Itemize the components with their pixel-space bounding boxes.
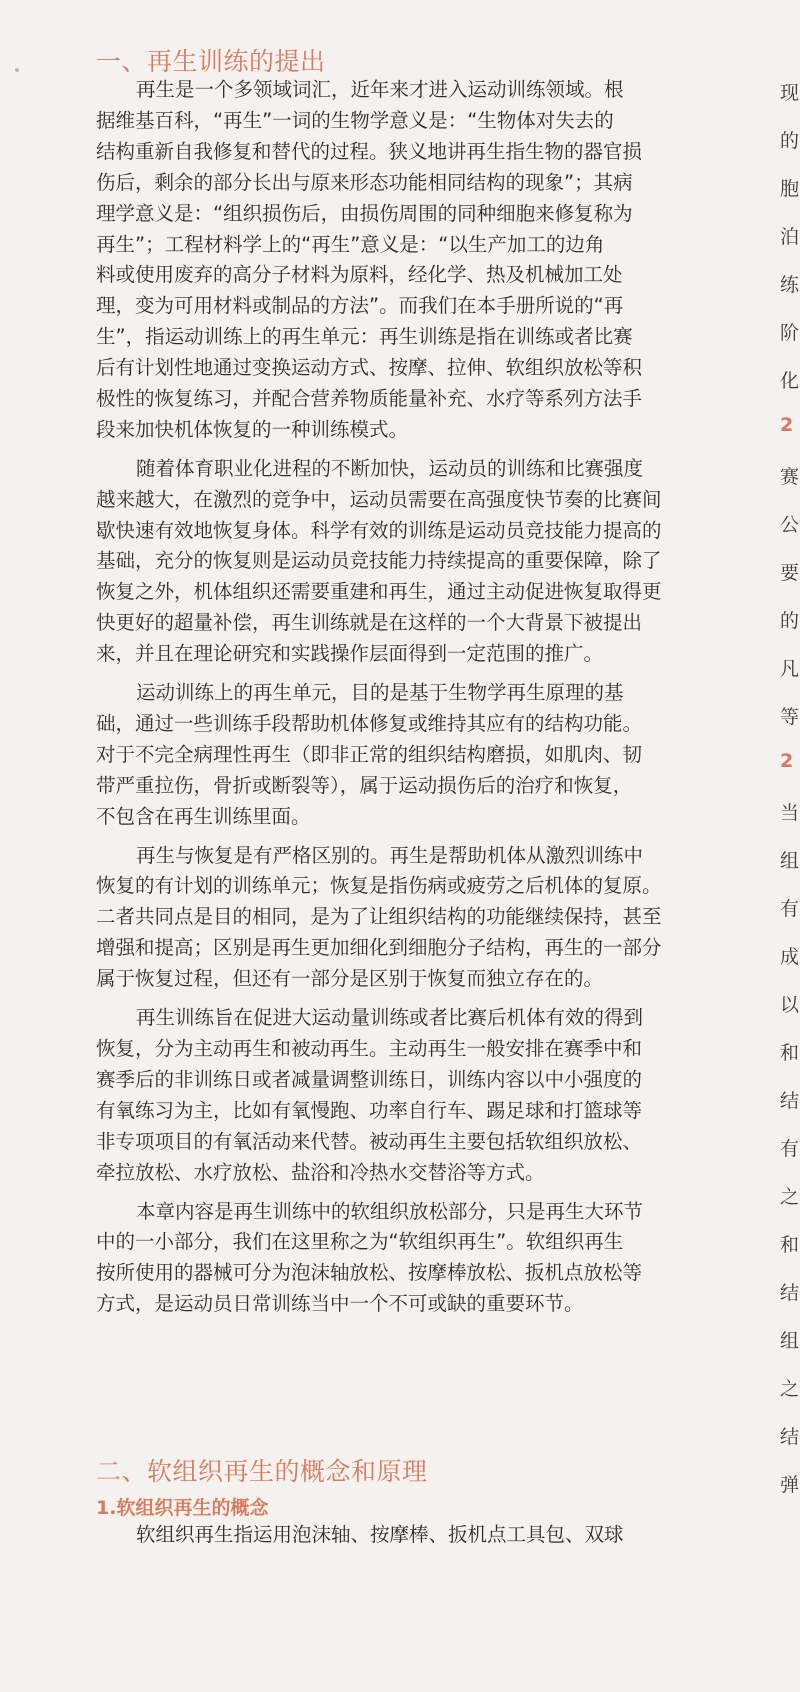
edge-glyph: 现 (780, 82, 800, 104)
section-2-heading: 二、软组织再生的概念和原理 (96, 1457, 428, 1486)
edge-glyph: 泊 (780, 226, 800, 248)
body-line: 结构重新自我修复和替代的过程。狭义地讲再生指生物的器官损 (96, 140, 643, 163)
edge-glyph: 有 (780, 898, 800, 920)
body-line: 理学意义是：“组织损伤后，由损伤周围的同种细胞来修复称为 (96, 202, 633, 225)
body-line: 非专项项目的有氧活动来代替。被动再生主要包括软组织放松、 (96, 1130, 643, 1153)
body-line: 据维基百科，“再生”一词的生物学意义是：“生物体对失去的 (96, 109, 614, 132)
edge-glyph: 结 (780, 1090, 800, 1112)
body-line: 随着体育职业化进程的不断加快，运动员的训练和比赛强度 (136, 457, 644, 480)
body-line: 再生”；工程材料学上的“再生”意义是：“以生产加工的边角 (96, 233, 605, 256)
body-line: 恢复，分为主动再生和被动再生。主动再生一般安排在赛季中和 (96, 1037, 643, 1060)
edge-glyph: 有 (780, 1138, 800, 1160)
edge-glyph: 之 (780, 1378, 800, 1400)
edge-glyph: 凡 (780, 658, 800, 680)
body-line: 生”，指运动训练上的再生单元：再生训练是指在训练或者比赛 (96, 325, 633, 348)
body-line: 再生与恢复是有严格区别的。再生是帮助机体从激烈训练中 (136, 844, 644, 867)
edge-glyph: 化 (780, 370, 800, 392)
body-line: 段来加快机体恢复的一种训练模式。 (96, 418, 409, 441)
edge-glyph: 2 (780, 414, 794, 436)
body-line: 运动训练上的再生单元，目的是基于生物学再生原理的基 (136, 681, 624, 704)
edge-glyph: 以 (780, 994, 800, 1016)
body-line: 伤后，剩余的部分长出与原来形态功能相同结构的现象”；其病 (96, 171, 633, 194)
edge-glyph: 公 (780, 514, 800, 536)
next-page-edge-text (780, 0, 800, 1692)
section-2-first-line: 软组织再生指运用泡沫轴、按摩棒、扳机点工具包、双球 (136, 1523, 624, 1546)
edge-glyph: 阶 (780, 322, 800, 344)
scan-speck (15, 68, 19, 72)
edge-glyph: 弹 (780, 1474, 800, 1496)
edge-glyph: 赛 (780, 466, 800, 488)
body-line: 后有计划性地通过变换运动方式、按摩、拉伸、软组织放松等积 (96, 356, 643, 379)
edge-glyph: 结 (780, 1282, 800, 1304)
body-line: 理，变为可用材料或制品的方法”。而我们在本手册所说的“再 (96, 294, 624, 317)
edge-glyph: 要 (780, 562, 800, 584)
body-line: 方式，是运动员日常训练当中一个不可或缺的重要环节。 (96, 1292, 584, 1315)
body-line: 料或使用废弃的高分子材料为原料，经化学、热及机械加工处 (96, 263, 623, 286)
body-line: 恢复之外，机体组织还需要重建和再生，通过主动促进恢复取得更 (96, 580, 662, 603)
edge-glyph: 结 (780, 1426, 800, 1448)
body-line: 增强和提高；区别是再生更加细化到细胞分子结构，再生的一部分 (96, 936, 662, 959)
body-line: 再生是一个多领域词汇，近年来才进入运动训练领域。根 (136, 78, 624, 101)
edge-glyph: 胞 (780, 178, 800, 200)
body-line: 快更好的超量补偿，再生训练就是在这样的一个大背景下被提出 (96, 611, 643, 634)
body-line: 对于不完全病理性再生（即非正常的组织结构磨损，如肌肉、韧 (96, 743, 643, 766)
body-line: 牵拉放松、水疗放松、盐浴和冷热水交替浴等方式。 (96, 1161, 545, 1184)
body-line: 越来越大，在激烈的竞争中，运动员需要在高强度快节奏的比赛间 (96, 488, 662, 511)
body-line: 极性的恢复练习，并配合营养物质能量补充、水疗等系列方法手 (96, 387, 643, 410)
edge-glyph: 之 (780, 1186, 800, 1208)
body-line: 二者共同点是目的相同，是为了让组织结构的功能继续保持，甚至 (96, 905, 662, 928)
edge-glyph: 成 (780, 946, 800, 968)
body-line: 按所使用的器械可分为泡沫轴放松、按摩棒放松、扳机点放松等 (96, 1261, 643, 1284)
body-line: 来，并且在理论研究和实践操作层面得到一定范围的推广。 (96, 642, 604, 665)
body-line: 中的一小部分，我们在这里称之为“软组织再生”。软组织再生 (96, 1230, 624, 1253)
body-line: 恢复的有计划的训练单元；恢复是指伤病或疲劳之后机体的复原。 (96, 874, 662, 897)
body-line: 不包含在再生训练里面。 (96, 805, 311, 828)
edge-glyph: 组 (780, 850, 800, 872)
edge-glyph: 和 (780, 1234, 800, 1256)
edge-glyph: 2 (780, 750, 794, 772)
body-line: 再生训练旨在促进大运动量训练或者比赛后机体有效的得到 (136, 1006, 644, 1029)
edge-glyph: 当 (780, 802, 800, 824)
edge-glyph: 等 (780, 706, 800, 728)
edge-glyph: 组 (780, 1330, 800, 1352)
edge-glyph: 和 (780, 1042, 800, 1064)
body-line: 本章内容是再生训练中的软组织放松部分，只是再生大环节 (136, 1200, 644, 1223)
section-2-subheading: 1.软组织再生的概念 (96, 1497, 269, 1519)
body-line: 赛季后的非训练日或者减量调整训练日，训练内容以中小强度的 (96, 1068, 643, 1091)
body-line: 带严重拉伤，骨折或断裂等），属于运动损伤后的治疗和恢复， (96, 774, 633, 797)
section-1-heading: 一、再生训练的提出 (96, 47, 326, 76)
body-line: 础，通过一些训练手段帮助机体修复或维持其应有的结构功能。 (96, 712, 643, 735)
body-line: 属于恢复过程，但还有一部分是区别于恢复而独立存在的。 (96, 967, 604, 990)
edge-glyph: 练 (780, 274, 800, 296)
body-line: 有氧练习为主，比如有氧慢跑、功率自行车、踢足球和打篮球等 (96, 1099, 643, 1122)
edge-glyph: 的 (780, 130, 800, 152)
body-line: 歇快速有效地恢复身体。科学有效的训练是运动员竞技能力提高的 (96, 519, 662, 542)
edge-glyph: 的 (780, 610, 800, 632)
body-line: 基础，充分的恢复则是运动员竞技能力持续提高的重要保障，除了 (96, 549, 662, 572)
